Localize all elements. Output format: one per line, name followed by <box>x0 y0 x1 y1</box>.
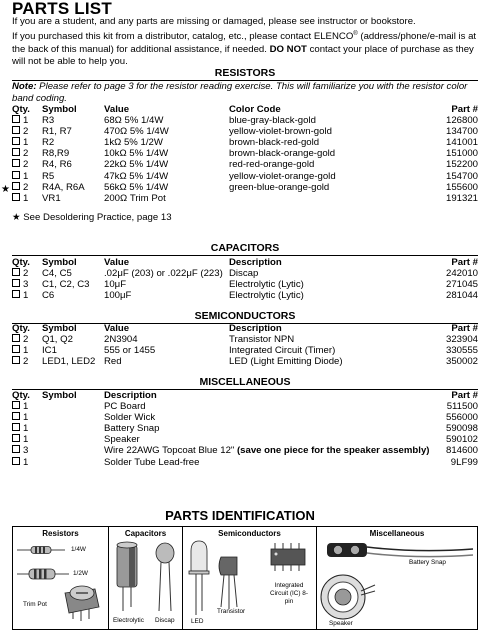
symbol-cell <box>42 423 104 434</box>
capacitors-table <box>12 257 478 301</box>
symbol-cell: R8,R9 <box>42 148 70 160</box>
qty-cell <box>12 423 42 434</box>
parts-identification-title: PARTS IDENTIFICATION <box>165 508 315 523</box>
value-cell: Red <box>104 356 122 368</box>
description-cell: LED (Light Emitting Diode) <box>229 356 343 368</box>
header-part: Part # <box>451 323 478 334</box>
symbol-cell <box>42 445 104 456</box>
speaker-label: Speaker <box>329 620 353 627</box>
checkbox-icon[interactable] <box>12 290 20 298</box>
description-cell: green-blue-orange-gold <box>229 181 330 193</box>
qty-cell <box>12 279 42 290</box>
symbol-cell: R5 <box>42 170 55 182</box>
checkbox-icon[interactable] <box>12 279 20 287</box>
symbol-cell: C4, C5 <box>42 268 72 280</box>
desoldering-note <box>12 212 172 223</box>
qty-value: 1 <box>23 401 29 413</box>
symbol-cell: LED1, LED2 <box>42 356 96 368</box>
desoldering-note-text: See Desoldering Practice, page 13 <box>23 212 172 223</box>
checkbox-icon[interactable] <box>12 268 20 276</box>
symbol-cell: C1, C2, C3 <box>42 279 90 291</box>
part-number-cell: 511500 <box>446 401 478 413</box>
intro-paragraph-distributor <box>12 28 477 68</box>
part-number-cell: 126800 <box>445 115 478 127</box>
table-row <box>12 423 478 434</box>
header-value: Value <box>104 257 130 268</box>
qty-value: 3 <box>23 279 29 291</box>
checkbox-icon[interactable] <box>12 148 20 156</box>
checkbox-icon[interactable] <box>12 412 20 420</box>
qty-cell <box>12 290 42 301</box>
qty-cell <box>12 159 42 170</box>
qty-value: 2 <box>23 356 29 368</box>
battery-snap-label: Battery Snap <box>409 559 446 566</box>
speaker-icon <box>321 575 375 619</box>
part-number-cell: 141001 <box>445 137 478 149</box>
discap-label: Discap <box>155 617 175 624</box>
description-cell: PC Board <box>104 401 146 413</box>
note-label: Note: <box>12 81 37 92</box>
table-row <box>12 148 478 159</box>
qty-value: 2 <box>23 148 29 160</box>
value-cell: 56kΩ 5% 1/4W <box>104 181 169 193</box>
ident-resistors-cell <box>13 527 109 629</box>
ident-miscellaneous-cell <box>317 527 477 629</box>
part-number-cell: 242010 <box>445 268 478 280</box>
symbol-cell: R3 <box>42 115 55 127</box>
qty-value: 1 <box>23 137 29 149</box>
capacitor-icons <box>109 527 183 629</box>
qty-cell <box>12 412 42 423</box>
led-label: LED <box>191 618 204 625</box>
description-cell: red-red-orange-gold <box>229 159 315 171</box>
symbol-cell: R4, R6 <box>42 159 72 171</box>
part-number-cell: 590098 <box>445 423 478 435</box>
checkbox-icon[interactable] <box>12 345 20 353</box>
qty-value: 1 <box>23 115 29 127</box>
value-cell: 22kΩ 5% 1/4W <box>104 159 169 171</box>
checkbox-icon[interactable] <box>12 126 20 134</box>
qty-cell <box>12 148 42 159</box>
qty-cell <box>12 401 42 412</box>
part-number-cell: 271045 <box>445 279 478 291</box>
header-symbol: Symbol <box>42 323 77 334</box>
intro-text-a: If you purchased this kit from a distributor, catalog, etc., please contact ELENCO <box>12 31 354 43</box>
checkbox-icon[interactable] <box>12 193 20 201</box>
header-part: Part # <box>451 104 478 115</box>
part-number-cell: 134700 <box>445 126 478 138</box>
value-cell: 68Ω 5% 1/4W <box>104 115 164 127</box>
description-cell: brown-black-red-gold <box>229 137 320 149</box>
resistors-note <box>12 81 477 105</box>
qty-value: 2 <box>23 159 29 171</box>
description-cell: Solder Tube Lead-free <box>104 456 200 468</box>
part-number-cell: 152200 <box>445 159 478 171</box>
header-symbol: Symbol <box>42 390 77 401</box>
qty-cell <box>12 356 42 367</box>
miscellaneous-heading: MISCELLANEOUS <box>12 376 478 390</box>
description-cell: yellow-violet-orange-gold <box>229 170 336 182</box>
checkbox-icon[interactable] <box>12 159 20 167</box>
semiconductors-heading: SEMICONDUCTORS <box>12 310 478 324</box>
semiconductor-icons <box>183 527 317 629</box>
symbol-cell: C6 <box>42 290 55 302</box>
checkbox-icon[interactable] <box>12 182 20 190</box>
header-symbol: Symbol <box>42 104 77 115</box>
value-cell: 2N3904 <box>104 334 138 346</box>
resistor-quarter-watt-icon <box>17 547 65 554</box>
star-icon: ★ <box>1 184 10 195</box>
header-color-code: Color Code <box>229 104 281 115</box>
capacitors-heading: CAPACITORS <box>12 242 478 256</box>
star-icon: ★ <box>12 212 21 223</box>
qty-value: 1 <box>23 423 29 435</box>
qty-cell <box>12 126 42 137</box>
ident-resistors-heading: Resistors <box>42 529 79 538</box>
intro-text-bold: DO NOT <box>269 44 307 55</box>
part-number-cell: 556000 <box>445 412 478 424</box>
qty-value: 1 <box>23 456 29 468</box>
resistors-table <box>12 104 478 204</box>
value-cell: 10μF <box>104 279 127 291</box>
part-number-cell: 814600 <box>445 445 478 457</box>
description-cell: Solder Wick <box>104 412 156 424</box>
description-cell: Wire 22AWG Topcoat Blue 12" (save one piece for the speaker assembly) <box>104 445 430 457</box>
part-number-cell: 350002 <box>445 356 478 368</box>
symbol-cell: VR1 <box>42 192 61 204</box>
symbol-cell: IC1 <box>42 345 57 357</box>
table-header-row <box>12 257 478 268</box>
table-row <box>12 412 478 423</box>
table-header-row <box>12 104 478 115</box>
intro-paragraph-student: If you are a student, and any parts are missing or damaged, please see instructor or bookstore. <box>12 16 416 27</box>
header-qty: Qty. <box>12 104 30 115</box>
checkbox-icon[interactable] <box>12 434 20 442</box>
description-cell: Discap <box>229 268 259 280</box>
symbol-cell <box>42 434 104 445</box>
ic-label: Integrated Circuit (IC) 8-pin <box>270 582 308 605</box>
trim-pot-icon <box>65 586 99 621</box>
parts-identification-panel <box>12 526 478 630</box>
checkbox-icon[interactable] <box>12 115 20 123</box>
table-header-row <box>12 390 478 401</box>
table-row <box>12 126 478 137</box>
semiconductors-table <box>12 323 478 367</box>
symbol-cell: R2 <box>42 137 55 149</box>
header-value: Value <box>104 104 130 115</box>
ident-capacitors-heading: Capacitors <box>124 529 167 538</box>
qty-cell <box>12 268 42 279</box>
checkbox-icon[interactable] <box>12 457 20 465</box>
qty-cell <box>12 182 42 193</box>
symbol-cell <box>42 401 104 412</box>
resistor-half-watt-icon <box>17 569 69 579</box>
symbol-cell <box>42 412 104 423</box>
table-row <box>12 401 478 412</box>
table-row <box>12 457 478 468</box>
checkbox-icon[interactable] <box>12 334 20 342</box>
registered-mark: ® <box>353 31 358 38</box>
description-cell: Integrated Circuit (Timer) <box>229 345 336 357</box>
half-watt-label: 1/2W <box>73 570 88 577</box>
table-row <box>12 290 478 301</box>
checkbox-icon[interactable] <box>12 423 20 431</box>
table-row <box>12 268 478 279</box>
qty-value: 2 <box>23 268 29 280</box>
description-cell <box>229 193 421 204</box>
header-description: Description <box>229 323 282 334</box>
qty-value: 1 <box>23 412 29 424</box>
checkbox-icon[interactable] <box>12 445 20 453</box>
qty-value: 1 <box>23 192 29 204</box>
qty-value: 2 <box>23 126 29 138</box>
battery-snap-icon <box>327 543 473 557</box>
header-description: Description <box>104 390 157 401</box>
ident-semiconductors-heading: Semiconductors <box>218 529 281 538</box>
transistor-label: Transistor <box>217 608 246 615</box>
miscellaneous-table <box>12 390 478 468</box>
discap-icon <box>156 543 174 611</box>
electrolytic-label: Electrolytic <box>113 617 144 624</box>
table-row <box>12 334 478 345</box>
ident-capacitors-cell <box>109 527 183 629</box>
qty-value: 2 <box>23 334 29 346</box>
qty-cell <box>12 434 42 445</box>
note-text: Please refer to page 3 for the resistor reading exercise. This will familiarize you with the resistor color band coding. <box>12 81 468 104</box>
header-part: Part # <box>451 257 478 268</box>
header-description: Description <box>229 257 282 268</box>
header-qty: Qty. <box>12 323 30 334</box>
part-number-cell: 151000 <box>445 148 478 160</box>
description-cell: brown-black-orange-gold <box>229 148 336 160</box>
part-number-cell: 155600 <box>445 181 478 193</box>
value-cell: .02μF (203) or .022μF (223) <box>104 268 223 280</box>
qty-value: 2 <box>23 181 29 193</box>
part-number-cell: 154700 <box>445 170 478 182</box>
qty-cell <box>12 457 42 468</box>
table-row <box>12 171 478 182</box>
led-icon <box>189 541 209 615</box>
table-row <box>12 115 478 126</box>
checkbox-icon[interactable] <box>12 171 20 179</box>
table-row <box>12 279 478 290</box>
part-number-cell: 281044 <box>445 290 478 302</box>
value-cell: 200Ω Trim Pot <box>104 192 166 204</box>
qty-cell <box>12 171 42 182</box>
qty-cell <box>12 193 42 204</box>
checkbox-icon[interactable] <box>12 137 20 145</box>
part-number-cell: 330555 <box>445 345 478 357</box>
value-cell: 555 or 1455 <box>104 345 156 357</box>
table-row <box>12 356 478 367</box>
description-cell: Electrolytic (Lytic) <box>229 290 304 302</box>
table-row <box>12 445 478 456</box>
table-row <box>12 193 478 204</box>
transistor-icon <box>219 557 237 609</box>
checkbox-icon[interactable] <box>12 401 20 409</box>
description-cell: Transistor NPN <box>229 334 295 346</box>
qty-cell <box>12 137 42 148</box>
header-qty: Qty. <box>12 257 30 268</box>
qty-value: 1 <box>23 290 29 302</box>
part-number-cell: 9LF99 <box>450 456 478 468</box>
electrolytic-capacitor-icon <box>117 542 137 611</box>
symbol-cell: R4A, R6A <box>42 181 85 193</box>
header-qty: Qty. <box>12 390 30 401</box>
table-row <box>12 434 478 445</box>
value-cell: 1kΩ 5% 1/2W <box>104 137 163 149</box>
part-number-cell: 191321 <box>445 192 478 204</box>
resistors-heading: RESISTORS <box>12 67 478 81</box>
symbol-cell <box>42 457 104 468</box>
table-row <box>12 159 478 170</box>
qty-cell <box>12 445 42 456</box>
description-cell: yellow-violet-brown-gold <box>229 126 332 138</box>
qty-value: 1 <box>23 170 29 182</box>
quarter-watt-label: 1/4W <box>71 546 86 553</box>
part-number-cell: 590102 <box>445 434 478 446</box>
trim-pot-label: Trim Pot <box>23 601 47 608</box>
value-cell: 47kΩ 5% 1/4W <box>104 170 169 182</box>
ic-chip-icon <box>271 543 305 571</box>
table-row <box>12 137 478 148</box>
intro-text-b: (address/phone/e-mail is at the back of this manual) for additional assistance, if needed. <box>12 31 477 55</box>
qty-cell <box>12 345 42 356</box>
description-bold: (save one piece for the speaker assembly) <box>236 445 430 457</box>
qty-cell <box>12 115 42 126</box>
qty-value: 1 <box>23 434 29 446</box>
header-part: Part # <box>451 390 478 401</box>
ident-semiconductors-cell <box>183 527 317 629</box>
table-header-row <box>12 323 478 334</box>
qty-value: 3 <box>23 445 29 457</box>
page-title: PARTS LIST <box>12 0 112 18</box>
description-cell: Electrolytic (Lytic) <box>229 279 304 291</box>
value-cell: 10kΩ 5% 1/4W <box>104 148 169 160</box>
checkbox-icon[interactable] <box>12 356 20 364</box>
part-number-cell: 323904 <box>445 334 478 346</box>
value-cell: 470Ω 5% 1/4W <box>104 126 169 138</box>
intro-text-c: contact your place of purchase as they will not be able to help you. <box>12 44 474 68</box>
qty-value: 1 <box>23 345 29 357</box>
table-row <box>12 345 478 356</box>
qty-cell <box>12 334 42 345</box>
resistor-icons <box>13 527 109 629</box>
description-cell: Battery Snap <box>104 423 160 435</box>
description-cell: Speaker <box>104 434 140 446</box>
symbol-cell: R1, R7 <box>42 126 72 138</box>
symbol-cell: Q1, Q2 <box>42 334 73 346</box>
header-value: Value <box>104 323 130 334</box>
miscellaneous-icons <box>317 527 477 629</box>
value-cell: 100μF <box>104 290 132 302</box>
table-row <box>12 182 478 193</box>
description-cell: blue-gray-black-gold <box>229 115 316 127</box>
ident-miscellaneous-heading: Miscellaneous <box>369 529 425 538</box>
header-symbol: Symbol <box>42 257 77 268</box>
intro-text <box>12 16 477 69</box>
